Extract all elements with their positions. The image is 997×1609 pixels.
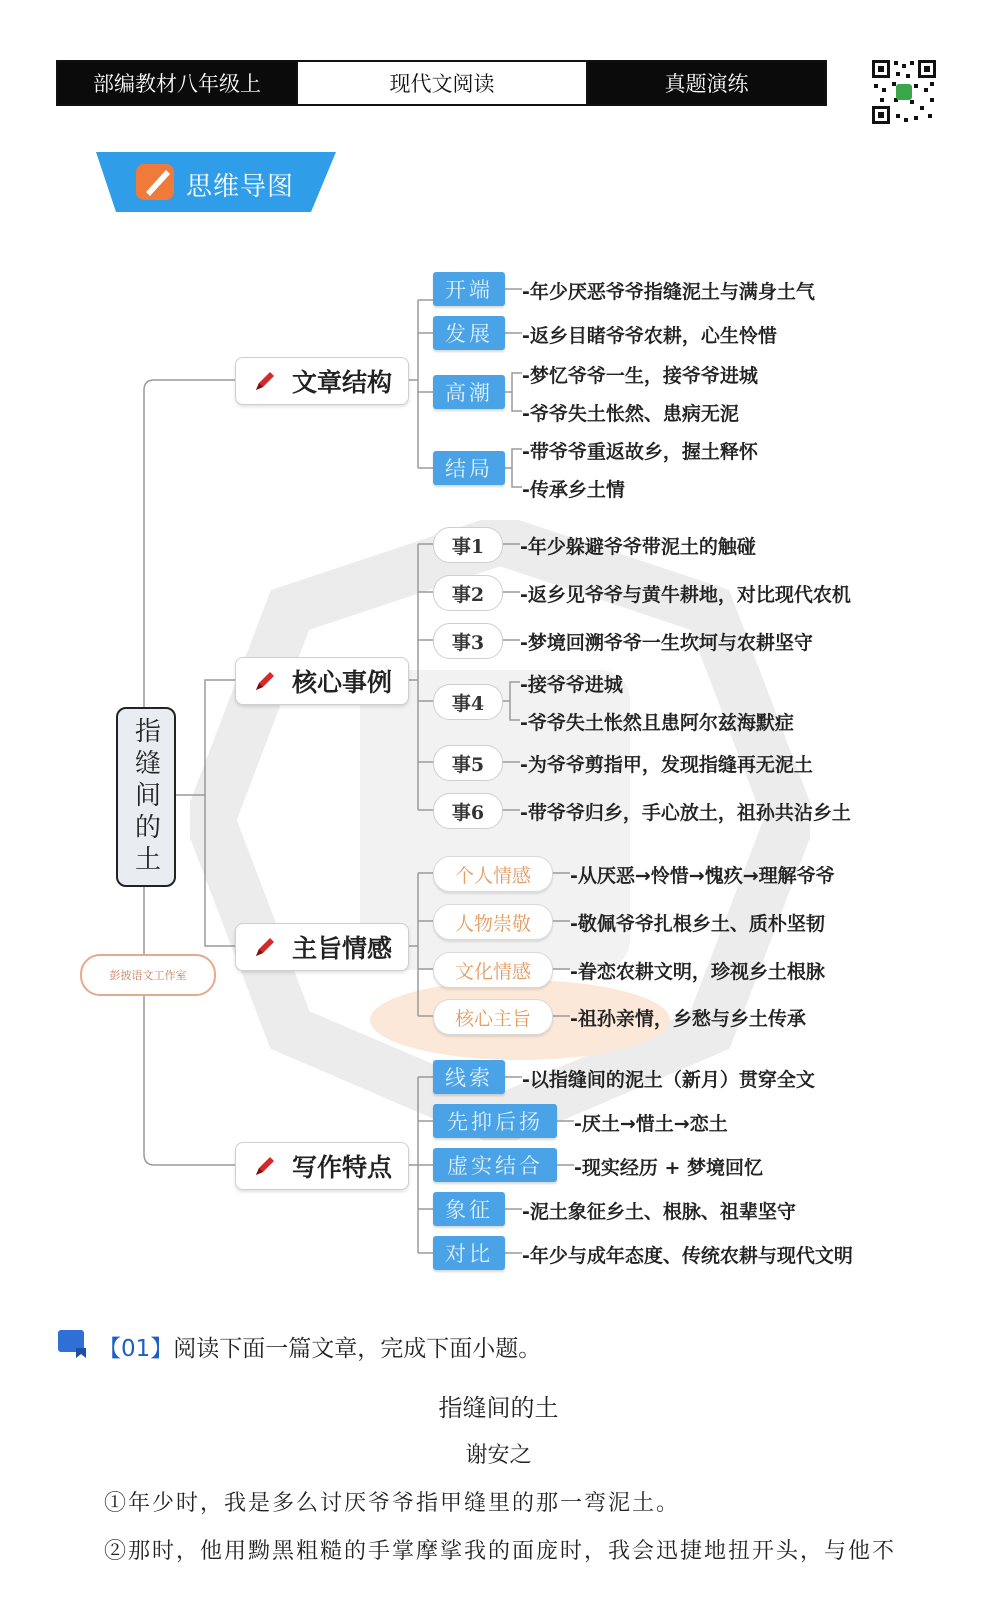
category-writing (235, 1142, 409, 1190)
leaf-text: -现实经历 + 梦境回忆 (574, 1157, 764, 1179)
article-title: 指缝间的土 (438, 1394, 559, 1422)
leaf-text: -以指缝间的泥土（新月）贯穿全文 (522, 1069, 815, 1091)
structure-tag: 发展 (433, 316, 505, 350)
event-tag: 事2 (433, 575, 503, 611)
header-section: 现代文阅读 (296, 62, 588, 104)
mindmap-root: 指缝间的土 (116, 707, 176, 887)
writing-tag: 线索 (433, 1060, 505, 1094)
pencil-icon (252, 934, 278, 960)
category-label: 写作特点 (292, 1153, 393, 1182)
header-grade: 部编教材八年级上 (58, 62, 296, 104)
category-label: 主旨情感 (292, 934, 393, 963)
leaf-text: -带爷爷归乡，手心放土，祖孙共沾乡土 (520, 802, 851, 824)
leaf-text: -眷恋农耕文明，珍视乡土根脉 (570, 961, 825, 983)
leaf-text: -祖孙亲情，乡愁与乡土传承 (570, 1008, 806, 1030)
theme-tag: 个人情感 (433, 856, 553, 892)
leaf-text: -梦境回溯爷爷一生坎坷与农耕坚守 (520, 632, 813, 654)
category-label: 核心事例 (292, 668, 393, 697)
leaf-text: -敬佩爷爷扎根乡土、质朴坚韧 (570, 913, 825, 935)
leaf-text: -厌土→惜土→恋土 (574, 1113, 728, 1135)
event-tag: 事4 (433, 684, 503, 720)
pencil-icon (252, 368, 278, 394)
pencil-icon (252, 668, 278, 694)
leaf-text: -传承乡土情 (522, 479, 625, 501)
mindmap-badge-label: 思维导图 (186, 172, 295, 202)
leaf-text: -年少厌恶爷爷指缝泥土与满身土气 (522, 281, 815, 303)
event-tag: 事5 (433, 745, 503, 781)
writing-tag: 虚实结合 (433, 1148, 557, 1182)
theme-tag: 文化情感 (433, 952, 553, 988)
leaf-text: -爷爷失土怅然且患阿尔兹海默症 (520, 712, 794, 734)
event-tag: 事6 (433, 793, 503, 829)
structure-tag: 开端 (433, 272, 505, 306)
leaf-text: -返乡目睹爷爷农耕，心生怜惜 (522, 325, 777, 347)
structure-tag: 结局 (433, 451, 505, 485)
leaf-text: -年少与成年态度、传统农耕与现代文明 (522, 1245, 853, 1267)
category-events (235, 657, 409, 705)
event-tag: 事3 (433, 623, 503, 659)
leaf-text: -梦忆爷爷一生，接爷爷进城 (522, 365, 758, 387)
question-prompt: 阅读下面一篇文章，完成下面小题。 (173, 1336, 542, 1362)
header-practice: 真题演练 (588, 62, 825, 104)
leaf-text: -接爷爷进城 (520, 674, 623, 696)
article-paragraph: ①年少时，我是多么讨厌爷爷指甲缝里的那一弯泥土。 (104, 1491, 681, 1516)
leaf-text: -为爷爷剪指甲，发现指缝再无泥土 (520, 754, 813, 776)
question-number: 【01】 (98, 1336, 174, 1362)
article-author: 谢安之 (465, 1443, 532, 1468)
writing-tag: 对比 (433, 1236, 505, 1270)
category-structure (235, 357, 409, 405)
writing-tag: 先抑后扬 (433, 1104, 557, 1138)
leaf-text: -爷爷失土怅然、患病无泥 (522, 403, 739, 425)
category-theme (235, 923, 409, 971)
structure-tag: 高潮 (433, 375, 505, 409)
question-heading (98, 1330, 541, 1363)
bookmark-icon (56, 1326, 90, 1360)
pencil-icon (252, 1153, 278, 1179)
theme-tag: 人物崇敬 (433, 904, 553, 940)
writing-tag: 象征 (433, 1192, 505, 1226)
article-paragraph: ②那时，他用黝黑粗糙的手掌摩挲我的面庞时，我会迅捷地扭开头，与他不 (104, 1539, 897, 1564)
leaf-text: -返乡见爷爷与黄牛耕地，对比现代农机 (520, 584, 851, 606)
leaf-text: -带爷爷重返故乡，握土释怀 (522, 441, 758, 463)
theme-tag: 核心主旨 (433, 999, 553, 1035)
leaf-text: -年少躲避爷爷带泥土的触碰 (520, 536, 756, 558)
leaf-text: -泥土象征乡土、根脉、祖辈坚守 (522, 1201, 796, 1223)
leaf-text: -从厌恶→怜惜→愧疚→理解爷爷 (570, 865, 835, 887)
category-label: 文章结构 (292, 368, 393, 397)
studio-stamp: 彭披语文工作室 (80, 954, 216, 996)
event-tag: 事1 (433, 527, 503, 563)
